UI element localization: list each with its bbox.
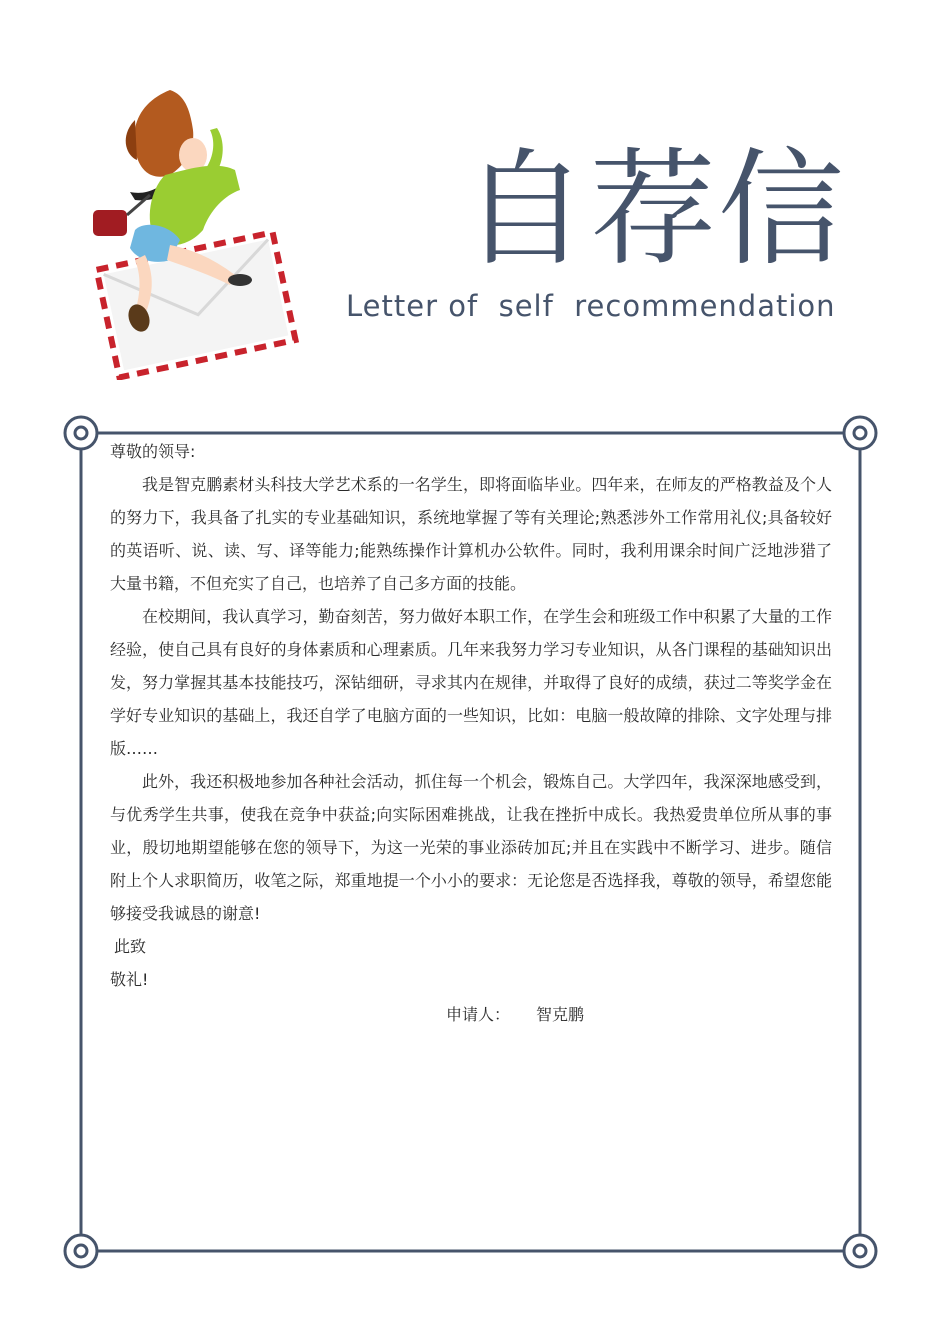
corner-ornament-icon [844, 417, 876, 449]
corner-ornament-icon [65, 1235, 97, 1267]
paragraph-2: 在校期间，我认真学习，勤奋刻苦，努力做好本职工作，在学生会和班级工作中积累了大量的工作经验，使自己具有良好的身体素质和心理素质。几年来我努力学习专业知识，从各门课程的基础知识出发，努力掌握其基本技能技巧，深钻细研，寻求其内在规律，并取得了良好的成绩，获过二等奖学金在学好专业知识的基础上，我还自学了电脑方面的一些知识，比如：电脑一般故障的排除、文字处理与排版…… [110, 607, 832, 758]
corner-ornament-icon [65, 417, 97, 449]
corner-ornament-icon [844, 1235, 876, 1267]
signature-label: 申请人： [446, 1005, 511, 1024]
title-chinese: 自荐信 [462, 136, 846, 283]
paragraph-3: 此外，我还积极地参加各种社会活动，抓住每一个机会，锻炼自己。大学四年，我深深地感受到，与优秀学生共事，使我在竞争中获益;向实际困难挑战，让我在挫折中成长。我热爱贵单位所从事的事业，殷切地期望能够在您的领导下，为这一光荣的事业添砖加瓦;并且在实践中不断学习、进步。随信附上个人求职简历，收笔之际，郑重地提一个小小的要求：无论您是否选择我，尊敬的领导，希望您能够接受我诚恳的谢意! [110, 772, 832, 923]
salutation: 尊敬的领导: [110, 442, 196, 461]
closing-salute: 敬礼! [110, 970, 149, 989]
title-english: Letter of self recommendation [346, 289, 836, 323]
signature [446, 998, 584, 1031]
letter-body [110, 435, 832, 996]
closing-greeting: 此致 [114, 937, 147, 956]
paragraph-1: 我是智克鹏素材头科技大学艺术系的一名学生，即将面临毕业。四年来，在师友的严格教益及个人的努力下，我具备了扎实的专业基础知识，系统地掌握了等有关理论;熟悉涉外工作常用礼仪;具备较好的英语听、说、读、写、译等能力;能熟练操作计算机办公软件。同时，我利用课余时间广泛地涉猎了大量书籍，不但充实了自己，也培养了自己多方面的技能。 [110, 475, 832, 593]
signature-name: 智克鹏 [536, 1005, 585, 1024]
